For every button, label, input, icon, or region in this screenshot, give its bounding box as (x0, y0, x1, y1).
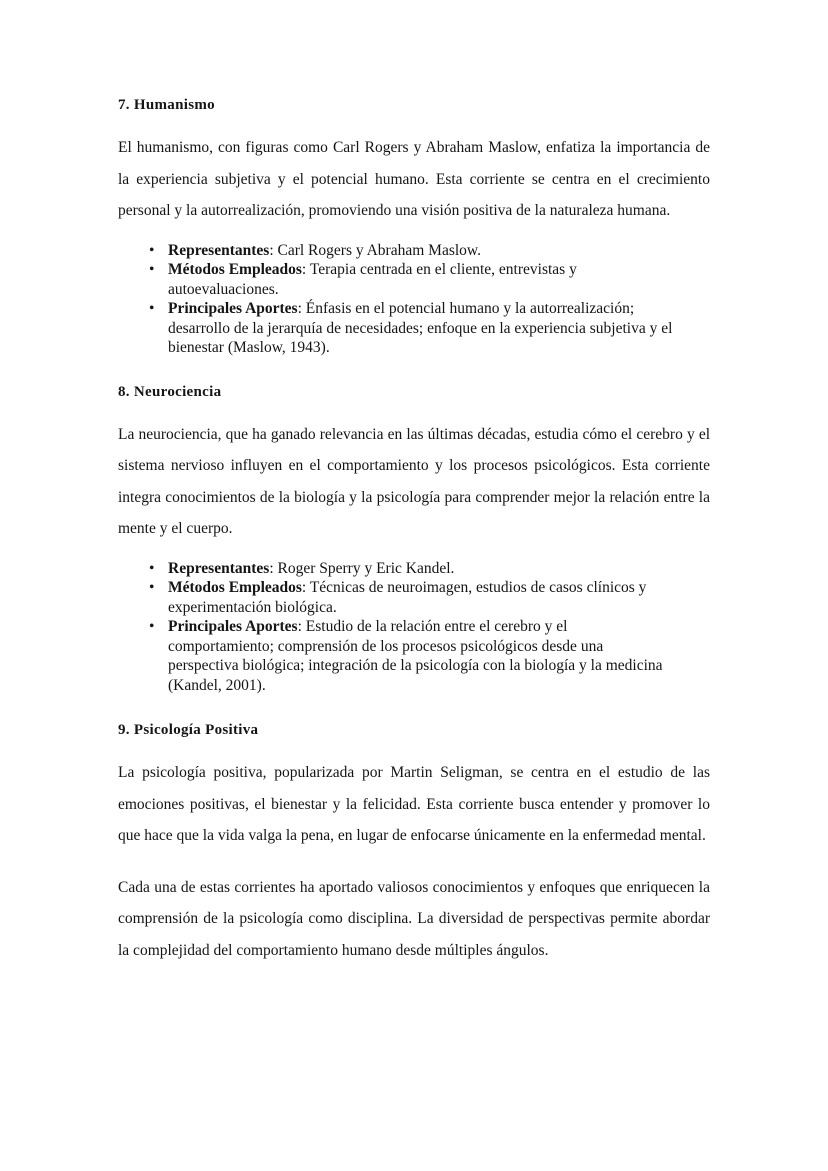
bullet-list-humanismo (118, 241, 673, 358)
bullet-separator: : (301, 261, 310, 278)
bullet-separator: : (297, 300, 306, 317)
list-item (118, 241, 673, 261)
section-paragraph-humanismo: El humanismo, con figuras como Carl Rogers y Abraham Maslow, enfatiza la importancia de la experiencia subjetiva y el potencial humano. Esta corriente se centra en el crecimiento personal y la autorrealización, promoviendo una visión positiva de la naturaleza humana. (118, 139, 710, 219)
bullet-term: Representantes (168, 241, 270, 259)
bullet-point-icon: • (149, 261, 155, 278)
bullet-term: Principales Aportes (168, 618, 298, 635)
bullet-term: Representantes (168, 559, 270, 577)
section-heading-humanismo: 7. Humanismo (118, 97, 215, 113)
closing-paragraph: Cada una de estas corrientes ha aportado valiosos conocimientos y enfoques que enriquecen la comprensión de la psicología como disciplina. La diversidad de perspectivas permite abordar la complejidad del comportamiento humano desde múltiples ángulos. (118, 878, 710, 959)
list-item (118, 559, 673, 579)
list-item (118, 617, 673, 695)
bullet-text: Estudio de la relación entre el cerebro y el comportamiento; comprensión de los procesos psicológicos desde una perspectiva biológica; integración de la psicología con la biología y la medicina (Kandel, 2001). (168, 618, 663, 694)
bullet-term: Métodos Empleados (168, 579, 302, 596)
section-heading-neurociencia: 8. Neurociencia (118, 383, 222, 400)
bullet-separator: : (269, 559, 278, 577)
section-heading-psicologia-positiva: 9. Psicología Positiva (118, 722, 259, 738)
bullet-separator: : (269, 241, 278, 259)
document-content (118, 96, 710, 966)
list-item (118, 260, 673, 299)
bullet-term: Principales Aportes (168, 300, 298, 317)
section-paragraph-psicologia-positiva: La psicología positiva, popularizada por Martin Seligman, se centra en el estudio de las emociones positivas, el bienestar y la felicidad. Esta corriente busca entender y promover lo que hace que la vida valga la pena, en lugar de enfocarse únicamente en la enfermedad mental. (118, 764, 710, 844)
bullet-term: Métodos Empleados (168, 261, 302, 278)
list-item (118, 299, 673, 358)
bullet-point-icon: • (149, 300, 155, 317)
bullet-separator: : (297, 618, 306, 635)
bullet-point-icon: • (149, 579, 155, 596)
bullet-separator: : (301, 579, 310, 596)
bullet-text: Carl Rogers y Abraham Maslow. (277, 241, 481, 259)
bullet-point-icon: • (149, 241, 155, 259)
bullet-point-icon: • (149, 559, 155, 577)
bullet-point-icon: • (149, 618, 155, 635)
list-item (118, 578, 673, 617)
bullet-text: Terapia centrada en el cliente, entrevistas y autoevaluaciones. (168, 261, 577, 298)
bullet-text: Roger Sperry y Eric Kandel. (277, 559, 455, 577)
bullet-list-neurociencia (118, 559, 673, 696)
bullet-text: Técnicas de neuroimagen, estudios de casos clínicos y experimentación biológica. (168, 579, 647, 616)
bullet-text: Énfasis en el potencial humano y la autorrealización; desarrollo de la jerarquía de necesidades; enfoque en la experiencia subjetiva y el bienestar (Maslow, 1943). (168, 300, 673, 356)
section-paragraph-neurociencia: La neurociencia, que ha ganado relevancia en las últimas décadas, estudia cómo el cerebro y el sistema nervioso influyen en el comportamiento y los procesos psicológicos. Esta corriente integra conocimientos de la biología y la psicología para comprender mejor la relación entre la mente y el cuerpo. (118, 425, 710, 537)
